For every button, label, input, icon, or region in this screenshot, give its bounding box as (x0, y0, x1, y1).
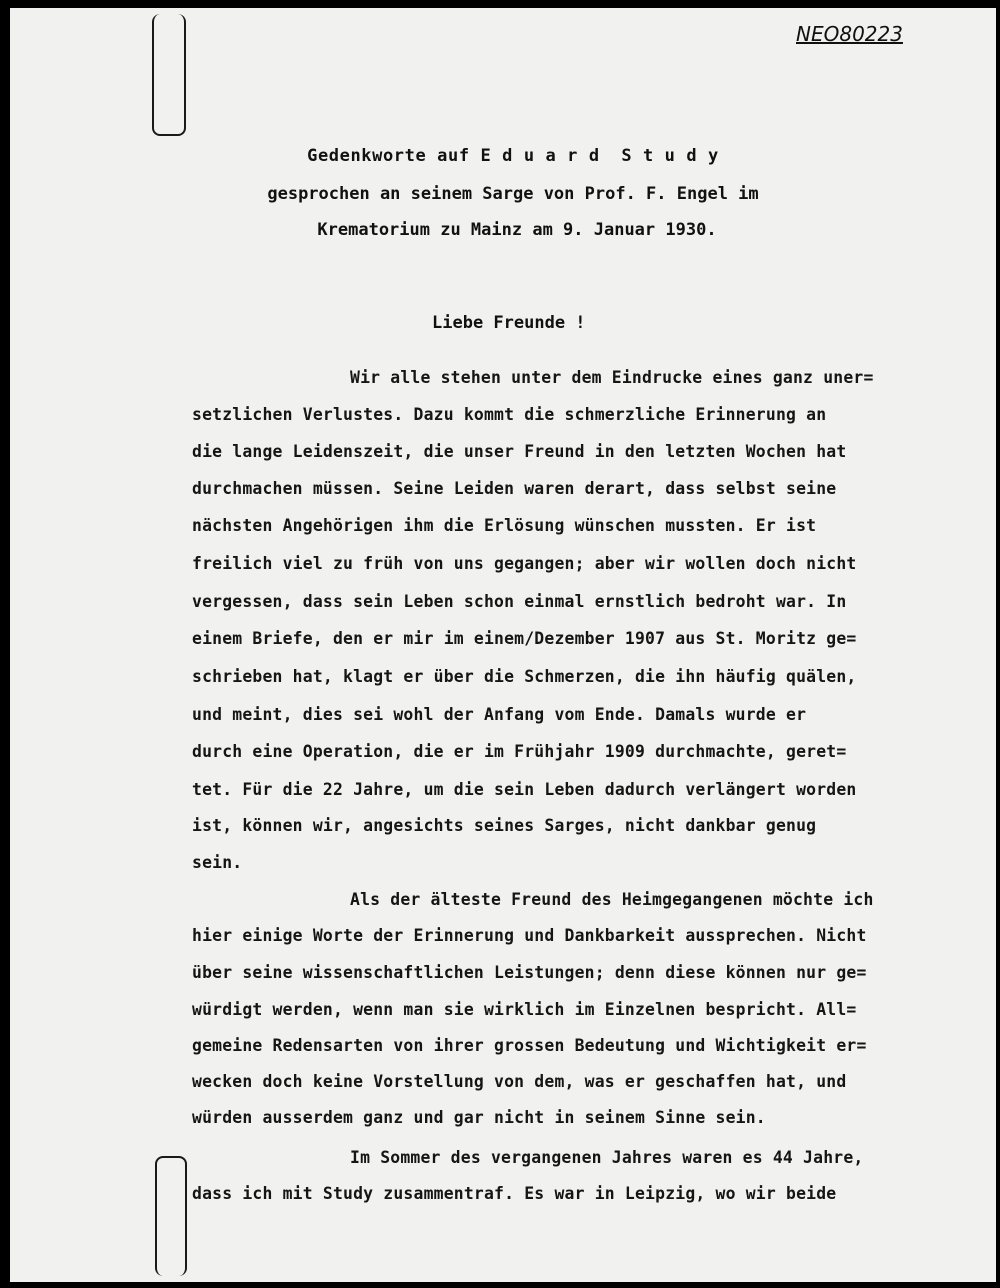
body-line: und meint, dies sei wohl der Anfang vom Ende. Damals wurde er (192, 705, 807, 724)
body-line: Im Sommer des vergangenen Jahres waren es 44 Jahre, (350, 1148, 864, 1167)
body-line: tet. Für die 22 Jahre, um die sein Leben dadurch verlängert worden (192, 780, 857, 799)
body-line: schrieben hat, klagt er über die Schmerzen, die ihn häufig quälen, (192, 667, 857, 686)
body-line: durch eine Operation, die er im Frühjahr 1909 durchmachte, geret= (192, 742, 847, 761)
body-line: Als der älteste Freund des Heimgegangenen möchte ich (350, 890, 874, 909)
binding-mark-top (152, 14, 186, 136)
archive-id: NEO80223 (796, 22, 903, 46)
body-line: würdigt werden, wenn man sie wirklich im Einzelnen bespricht. All= (192, 1000, 857, 1019)
salutation: Liebe Freunde ! (432, 313, 586, 333)
heading-line-2: gesprochen an seinem Sarge von Prof. F. Engel im (267, 184, 759, 204)
body-line: über seine wissenschaftlichen Leistungen; denn diese können nur ge= (192, 963, 867, 982)
body-line: würden ausserdem ganz und gar nicht in seinem Sinne sein. (192, 1108, 766, 1127)
body-line: Wir alle stehen unter dem Eindrucke eines ganz uner= (350, 368, 874, 387)
body-line: einem Briefe, den er mir im einem/Dezember 1907 aus St. Moritz ge= (192, 629, 857, 648)
body-line: ist, können wir, angesichts seines Sarges, nicht dankbar genug (192, 816, 817, 835)
binding-mark-bottom (155, 1156, 187, 1276)
body-line: freilich viel zu früh von uns gegangen; aber wir wollen doch nicht (192, 554, 857, 573)
body-line: setzlichen Verlustes. Dazu kommt die schmerzliche Erinnerung an (192, 405, 827, 424)
body-line: vergessen, dass sein Leben schon einmal ernstlich bedroht war. In (192, 592, 847, 611)
body-line: wecken doch keine Vorstellung von dem, was er geschaffen hat, und (192, 1072, 847, 1091)
body-line: gemeine Redensarten von ihrer grossen Bedeutung und Wichtigkeit er= (192, 1036, 867, 1055)
body-line: dass ich mit Study zusammentraf. Es war in Leipzig, wo wir beide (192, 1184, 837, 1203)
document-page (10, 8, 996, 1282)
heading-line-1: Gedenkworte auf E d u a r d S t u d y (307, 146, 719, 166)
body-line: hier einige Worte der Erinnerung und Dankbarkeit aussprechen. Nicht (192, 926, 867, 945)
body-line: sein. (192, 853, 243, 872)
body-line: durchmachen müssen. Seine Leiden waren derart, dass selbst seine (192, 479, 837, 498)
heading-line-3: Krematorium zu Mainz am 9. Januar 1930. (317, 220, 717, 240)
body-line: die lange Leidenszeit, die unser Freund in den letzten Wochen hat (192, 442, 847, 461)
body-line: nächsten Angehörigen ihm die Erlösung wünschen mussten. Er ist (192, 516, 817, 535)
